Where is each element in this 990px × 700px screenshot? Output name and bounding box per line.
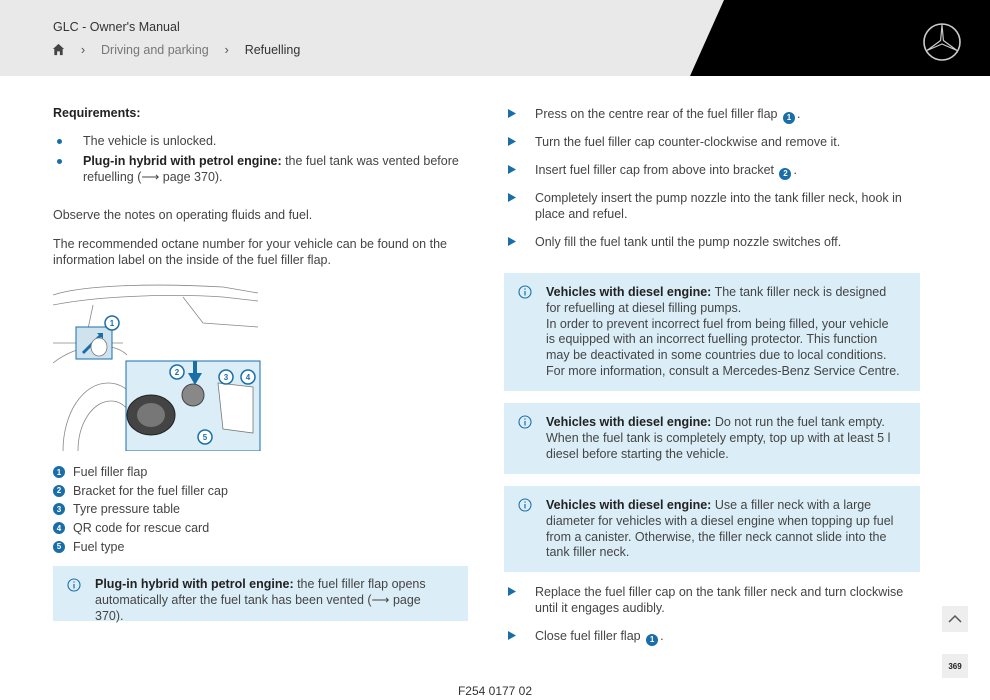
callout-number: 4 xyxy=(53,522,65,534)
svg-text:5: 5 xyxy=(202,433,208,442)
legend-item xyxy=(53,463,228,482)
callout-number: 2 xyxy=(53,485,65,497)
info-text xyxy=(95,577,448,624)
callout-number: 5 xyxy=(53,541,65,553)
figure-legend xyxy=(53,463,228,556)
info-bold: Vehicles with diesel engine: xyxy=(546,285,712,299)
step-arrow-icon xyxy=(508,631,516,640)
scroll-to-top-button[interactable] xyxy=(942,606,968,632)
step-text: Turn the fuel filler cap counter-clockwise and remove it. xyxy=(535,135,841,149)
info-body: the fuel filler flap opens automatically after the fuel tank has been vented (⟶ page 370). xyxy=(95,577,426,623)
legend-label: Fuel filler flap xyxy=(73,465,148,480)
list-item xyxy=(53,153,463,185)
callout-number: 1 xyxy=(646,634,658,646)
info-icon xyxy=(518,498,532,512)
bullet-icon xyxy=(57,139,62,144)
info-box-hybrid xyxy=(53,566,468,621)
octane-note: The recommended octane number for your vehicle can be found on the information label on the inside of the fuel filler flap. xyxy=(53,237,447,267)
info-body-2: In order to prevent incorrect fuel from being filled, your vehicle is equipped with an incorrect fuelling protector. This function may be deactivated in some countries due to local conditions. For more information, consult a Mercedes-Benz Service Centre. xyxy=(546,316,900,378)
legend-label: QR code for rescue card xyxy=(73,521,210,536)
svg-text:4: 4 xyxy=(245,373,251,382)
step-text xyxy=(535,628,928,646)
page-header xyxy=(0,0,990,76)
step-text-pre: Press on the centre rear of the fuel filler flap xyxy=(535,107,781,121)
step-arrow-icon xyxy=(508,587,516,596)
callout-number: 1 xyxy=(53,466,65,478)
figure-code: F254 0177 02 xyxy=(457,684,533,698)
legend-item xyxy=(53,537,228,556)
legend-label: Bracket for the fuel filler cap xyxy=(73,483,228,498)
requirements-title: Requirements: xyxy=(53,106,141,120)
info-text xyxy=(546,415,900,462)
step-arrow-icon xyxy=(508,237,516,246)
chevron-up-icon xyxy=(942,606,968,632)
svg-text:2: 2 xyxy=(174,368,180,377)
info-box-diesel-empty xyxy=(504,403,920,474)
chevron-right-icon: › xyxy=(80,42,86,57)
svg-text:3: 3 xyxy=(223,373,229,382)
info-text xyxy=(546,285,900,380)
fluids-note: Observe the notes on operating fluids and fuel. xyxy=(53,208,313,222)
step-text-post: . xyxy=(796,107,801,121)
callout-number: 2 xyxy=(779,168,791,180)
step-item xyxy=(508,134,928,150)
requirement-text: the fuel tank was vented before refuelling (⟶ page 370). xyxy=(83,154,459,184)
chevron-right-icon: › xyxy=(224,42,229,57)
info-icon xyxy=(518,285,532,299)
step-arrow-icon xyxy=(508,137,516,146)
info-box-diesel-canister xyxy=(504,486,920,572)
step-text-post: . xyxy=(793,163,797,177)
info-text xyxy=(546,498,900,561)
step-item xyxy=(508,162,928,180)
info-icon xyxy=(518,415,532,429)
home-icon[interactable] xyxy=(52,43,65,56)
step-item xyxy=(508,628,928,646)
legend-item xyxy=(53,519,228,538)
page-number-button[interactable]: 369 xyxy=(942,654,968,678)
requirements-list xyxy=(53,133,463,185)
callout-number: 1 xyxy=(783,112,795,124)
app-title: GLC - Owner's Manual xyxy=(53,20,180,34)
step-text xyxy=(535,106,928,124)
step-text-post: . xyxy=(660,629,664,643)
info-bold: Vehicles with diesel engine: xyxy=(546,498,712,512)
legend-item xyxy=(53,482,228,501)
step-item xyxy=(508,584,928,616)
left-column xyxy=(53,106,463,268)
list-item xyxy=(53,133,463,149)
step-text: Completely insert the pump nozzle into the tank filler neck, hook in place and refuel. xyxy=(535,191,902,221)
info-box-diesel-neck xyxy=(504,273,920,391)
info-body: Use a filler neck with a large diameter for vehicles with a diesel engine when topping up fuel from a canister. Otherwise, the filler neck cannot slide into the tank filler neck. xyxy=(546,498,894,560)
info-body: Do not run the fuel tank empty. When the fuel tank is completely empty, top up with at least 5 l diesel before starting the vehicle. xyxy=(546,415,891,461)
step-item xyxy=(508,234,928,250)
step-item xyxy=(508,190,928,222)
step-item xyxy=(508,106,928,124)
breadcrumb xyxy=(52,42,300,57)
step-arrow-icon xyxy=(508,193,516,202)
legend-item xyxy=(53,500,228,519)
requirement-bold: Plug-in hybrid with petrol engine: xyxy=(83,154,282,168)
info-bold: Plug-in hybrid with petrol engine: xyxy=(95,577,294,591)
info-icon xyxy=(67,578,81,592)
step-text-pre: Insert fuel filler cap from above into bracket xyxy=(535,163,778,177)
requirement-text: The vehicle is unlocked. xyxy=(83,134,217,148)
info-bold: Vehicles with diesel engine: xyxy=(546,415,712,429)
step-text: Replace the fuel filler cap on the tank filler neck and turn clockwise until it engages audibly. xyxy=(535,585,904,615)
legend-label: Tyre pressure table xyxy=(73,502,180,517)
fuel-filler-illustration xyxy=(53,283,261,451)
step-arrow-icon xyxy=(508,109,516,118)
svg-text:1: 1 xyxy=(109,319,115,328)
step-text xyxy=(535,162,928,180)
step-text: Only fill the fuel tank until the pump nozzle switches off. xyxy=(535,235,842,249)
bullet-icon xyxy=(57,159,62,164)
step-arrow-icon xyxy=(508,165,516,174)
breadcrumb-link-driving[interactable]: Driving and parking xyxy=(101,42,209,57)
info-body: The tank filler neck is designed for refuelling at diesel filling pumps. xyxy=(546,285,887,315)
mercedes-star-logo[interactable] xyxy=(922,22,962,62)
callout-number: 3 xyxy=(53,503,65,515)
breadcrumb-current: Refuelling xyxy=(244,42,301,57)
step-text-pre: Close fuel filler flap xyxy=(535,629,645,643)
legend-label: Fuel type xyxy=(73,539,125,554)
